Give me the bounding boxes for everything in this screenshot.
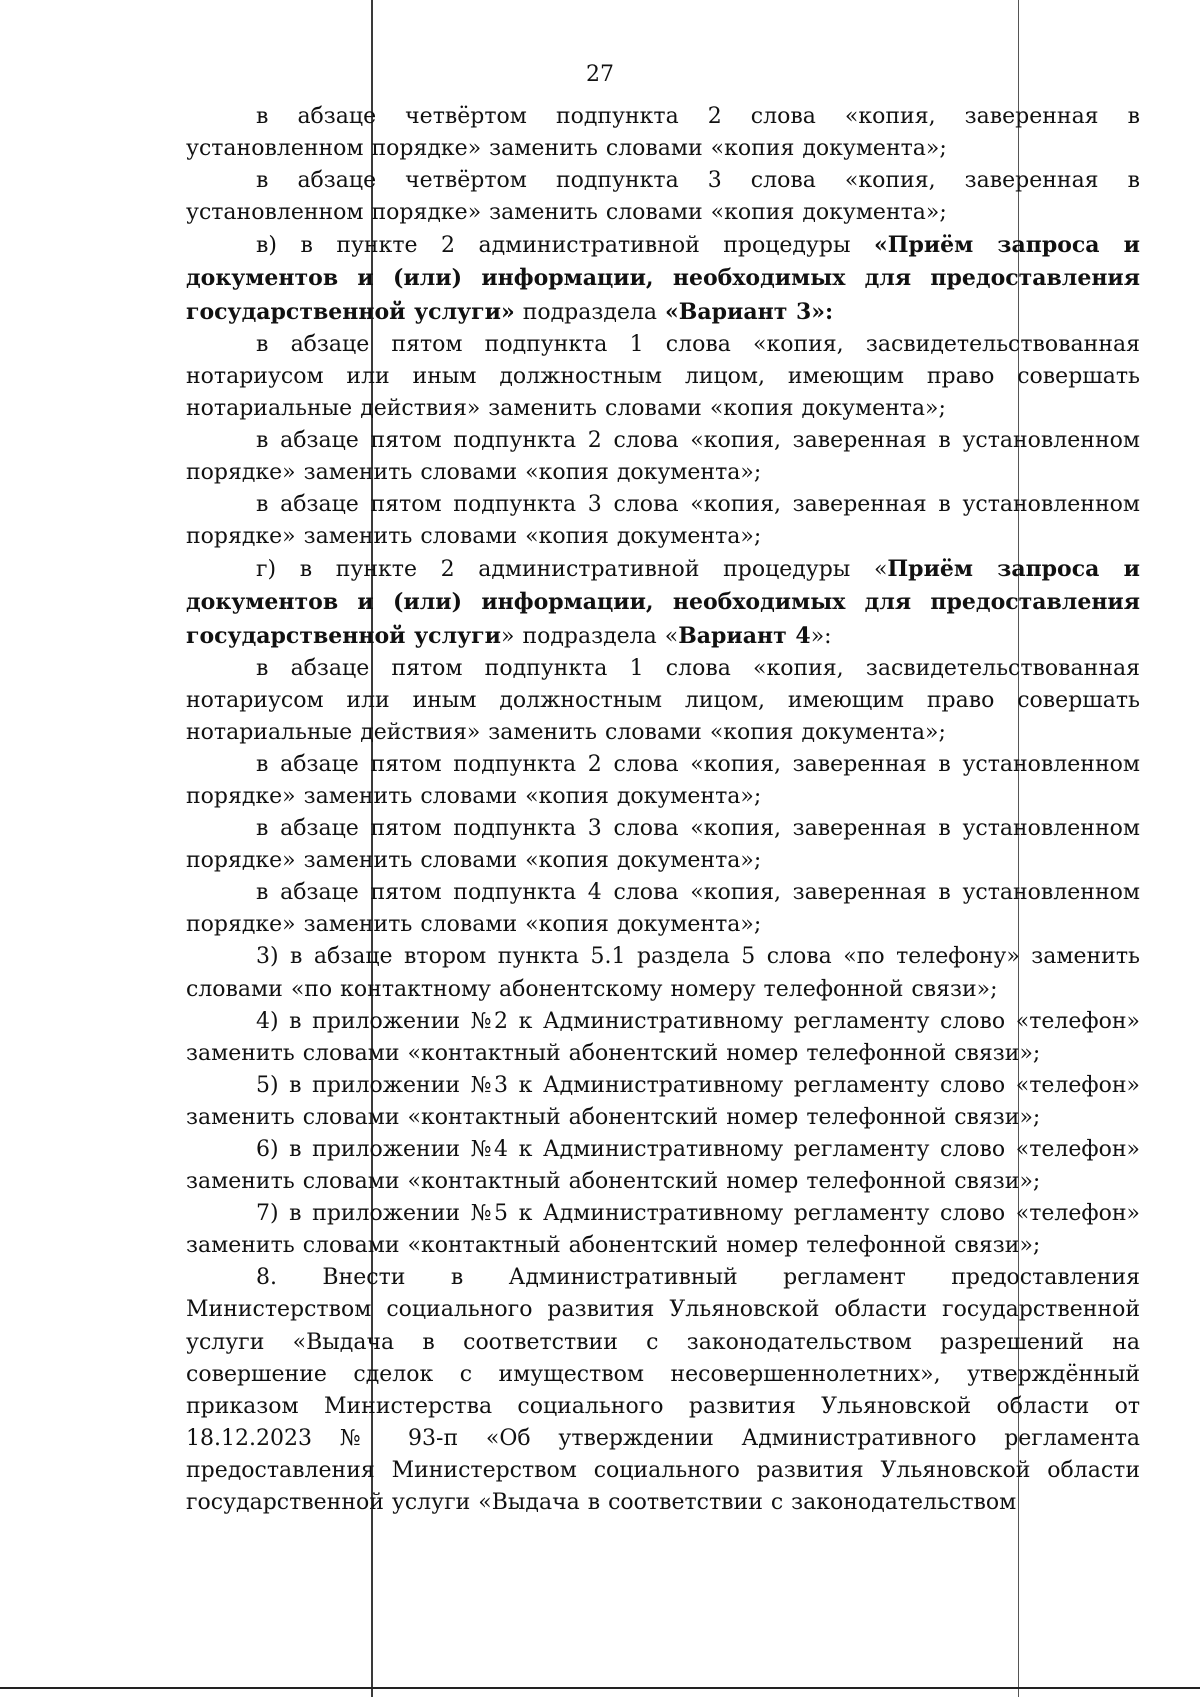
text-run: 5) в приложении №3 к Административному регламенту слово «телефон» заменить словами «контактный абонентский номер телефонной связи»;: [186, 1072, 1140, 1130]
page-number: 27: [586, 62, 614, 87]
paragraph: [186, 1198, 1140, 1262]
text-run: в абзаце пятом подпункта 2 слова «копия, заверенная в установленном порядке» заменить словами «копия документа»;: [186, 427, 1140, 486]
document-body: [186, 101, 1140, 1519]
paragraph: [186, 749, 1140, 813]
text-run: 8. Внести в Административный регламент предоставления Министерством социального развития Ульяновской области государственной услуги «Выдача в соответствии с законодательством разрешений на совершение сделок с имуществом несовершеннолетних», утверждённый приказом Министерства социального развития Ульяновской области от 18.12.2023 № 93-п «Об утверждении Административного регламента предоставления Министерством социального развития Ульяновской области государственной услуги «Выдача в соответствии с законодательством: [186, 1265, 1140, 1516]
text-run: в абзаце пятом подпункта 3 слова «копия, заверенная в установленном порядке» заменить словами «копия документа»;: [186, 492, 1140, 550]
text-run: в абзаце четвёртом подпункта 3 слова «копия, заверенная в установленном порядке» заменить словами «копия документа»;: [186, 168, 1140, 226]
bold-text: «Вариант 3»:: [665, 298, 834, 325]
text-run: » подраздела «: [500, 623, 679, 649]
paragraph: [186, 425, 1140, 489]
paragraph: [186, 165, 1140, 229]
paragraph: [186, 329, 1140, 425]
text-run: в абзаце пятом подпункта 3 слова «копия, заверенная в установленном порядке» заменить словами «копия документа»;: [186, 816, 1140, 874]
paragraph: [186, 813, 1140, 877]
paragraph: [186, 1070, 1140, 1134]
paragraph: [186, 877, 1140, 941]
text-run: 6) в приложении №4 к Административному регламенту слово «телефон» заменить словами «контактный абонентский номер телефонной связи»;: [186, 1137, 1140, 1195]
bold-text: Вариант 4: [678, 622, 811, 649]
paragraph: [186, 553, 1140, 652]
text-run: »:: [810, 623, 832, 649]
paragraph: [186, 653, 1140, 749]
paragraph: [186, 941, 1140, 1005]
paragraph: [186, 229, 1140, 328]
text-run: в абзаце пятом подпункта 4 слова «копия, заверенная в установленном порядке» заменить словами «копия документа»;: [186, 880, 1140, 938]
text-run: в) в пункте 2 административной процедуры: [256, 233, 874, 259]
paragraph: [186, 1006, 1140, 1070]
paragraph: [186, 1134, 1140, 1198]
text-run: 3) в абзаце втором пункта 5.1 раздела 5 слова «по телефону» заменить словами «по контактному абонентскому номеру телефонной связи»;: [186, 944, 1140, 1002]
scan-bottom-edge: [0, 1687, 1200, 1689]
bold-text: «Приём запроса и документов и (или) информации, необходимых для предоставления государственной услуги»: [186, 232, 1141, 325]
text-run: г) в пункте 2 административной процедуры «: [256, 557, 888, 583]
text-run: в абзаце пятом подпункта 1 слова «копия, засвидетельствованная нотариусом или иным должностным лицом, имеющим право совершать нотариальные действия» заменить словами «копия документа»;: [186, 331, 1140, 421]
bold-text: Приём запроса и документов и (или) информации, необходимых для предоставления государственной услуги: [186, 556, 1140, 649]
paragraph: [186, 101, 1140, 165]
text-run: в абзаце пятом подпункта 1 слова «копия, засвидетельствованная нотариусом или иным должностным лицом, имеющим право совершать нотариальные действия» заменить словами «копия документа»;: [186, 655, 1140, 745]
text-run: в абзаце четвёртом подпункта 2 слова «копия, заверенная в установленном порядке» заменить словами «копия документа»;: [186, 104, 1140, 162]
text-run: подраздела: [514, 299, 666, 325]
paragraph: [186, 1262, 1140, 1519]
paragraph: [186, 489, 1140, 553]
text-run: 7) в приложении №5 к Административному регламенту слово «телефон» заменить словами «контактный абонентский номер телефонной связи»;: [186, 1201, 1140, 1259]
text-run: в абзаце пятом подпункта 2 слова «копия, заверенная в установленном порядке» заменить словами «копия документа»;: [186, 751, 1140, 809]
text-run: 4) в приложении №2 к Административному регламенту слово «телефон» заменить словами «контактный абонентский номер телефонной связи»;: [186, 1008, 1140, 1066]
